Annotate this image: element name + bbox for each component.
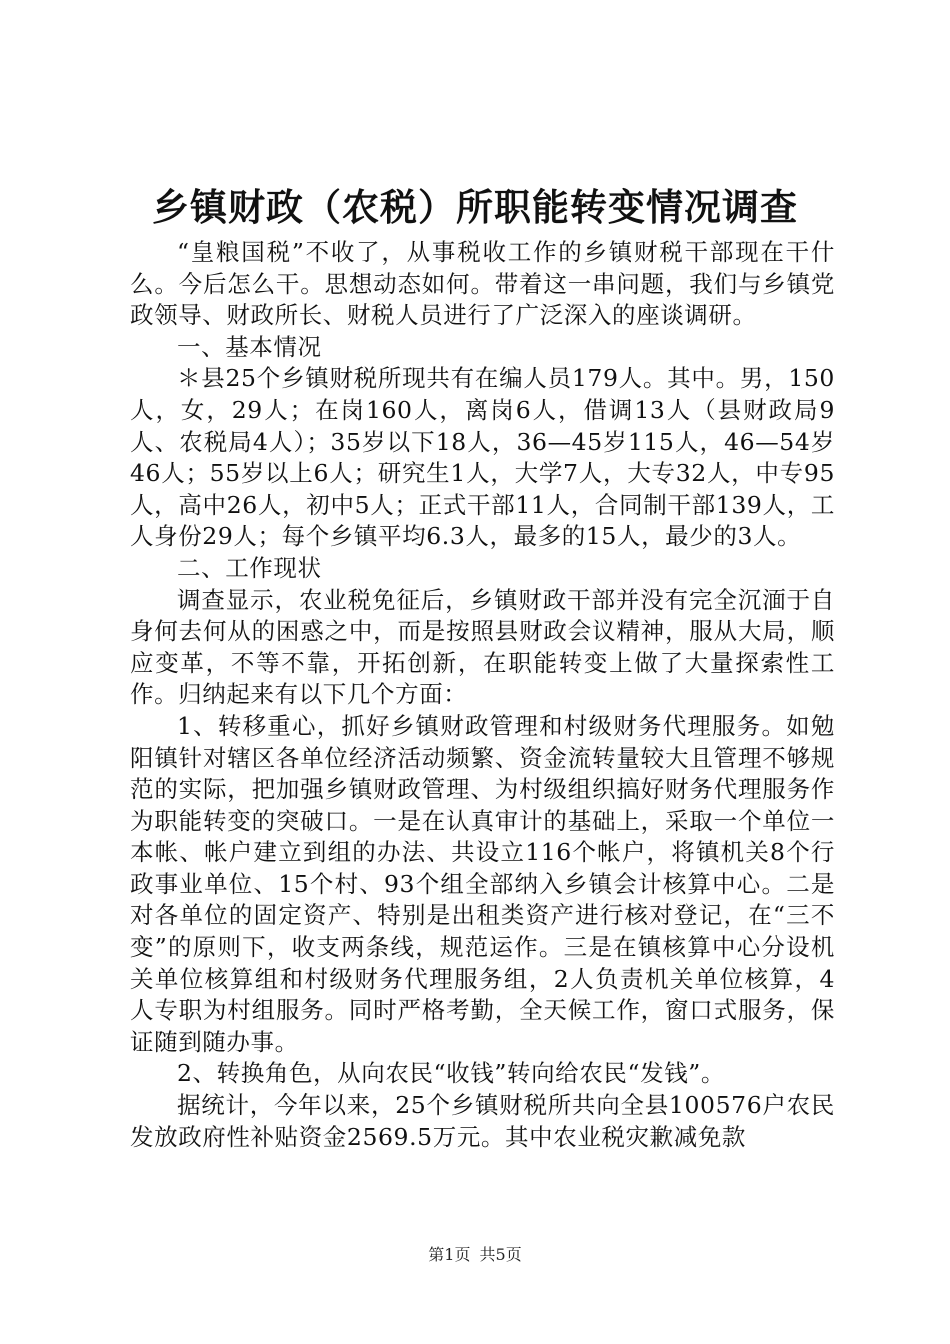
paragraph-statistics: 据统计，今年以来，25个乡镇财税所共向全县100576户农民发放政府性补贴资金2569.5万元。其中农业税灾歉减免款 bbox=[130, 1091, 835, 1151]
page-total: 共5页 bbox=[479, 1245, 522, 1264]
paragraph-point-1: 1、转移重心，抓好乡镇财政管理和村级财务代理服务。如勉阳镇针对辖区各单位经济活动频繁、资金流转量较大且管理不够规范的实际，把加强乡镇财政管理、为村级组织搞好财务代理服务作为职能转变的突破口。一是在认真审计的基础上，采取一个单位一本帐、帐户建立到组的办法、共设立116个帐户，将镇机关8个行政事业单位、15个村、93个组全部纳入乡镇会计核算中心。二是对各单位的固定资产、特别是出租类资产进行核对登记，在“三不变”的原则下，收支两条线，规范运作。三是在镇核算中心分设机关单位核算组和村级财务代理服务组，2人负责机关单位核算，4人专职为村组服务。同时严格考勤，全天候工作，窗口式服务，保证随到随办事。 bbox=[130, 711, 835, 1056]
document-title: 乡镇财政（农税）所职能转变情况调查 bbox=[152, 186, 798, 229]
page-number: 第1页 bbox=[428, 1245, 471, 1264]
page-footer bbox=[0, 1244, 950, 1266]
section-heading-status: 二、工作现状 bbox=[177, 553, 322, 582]
paragraph-intro: “皇粮国税”不收了，从事税收工作的乡镇财税干部现在干什么。今后怎么干。思想动态如何。带着这一串问题，我们与乡镇党政领导、财政所长、财税人员进行了广泛深入的座谈调研。 bbox=[130, 238, 835, 330]
document-body bbox=[130, 237, 835, 1153]
paragraph-point-2: 2、转换角色，从向农民“收钱”转向给农民“发钱”。 bbox=[177, 1059, 726, 1088]
section-heading-basic: 一、基本情况 bbox=[177, 332, 322, 361]
paragraph-survey: 调查显示，农业税免征后，乡镇财政干部并没有完全沉湎于自身何去何从的困惑之中，而是按照县财政会议精神，服从大局，顺应变革，不等不靠，开拓创新，在职能转变上做了大量探索性工作。归纳起来有以下几个方面： bbox=[130, 585, 835, 709]
paragraph-basic-stats: ＊县25个乡镇财税所现共有在编人员179人。其中。男，150人，女，29人；在岗160人，离岗6人，借调13人（县财政局9人、农税局4人）；35岁以下18人，36—45岁115人，46—54岁46人；55岁以上6人；研究生1人，大学7人，大专32人，中专95人，高中26人，初中5人；正式干部11人，合同制干部139人，工人身份29人；每个乡镇平均6.3人，最多的15人，最少的3人。 bbox=[130, 364, 835, 551]
